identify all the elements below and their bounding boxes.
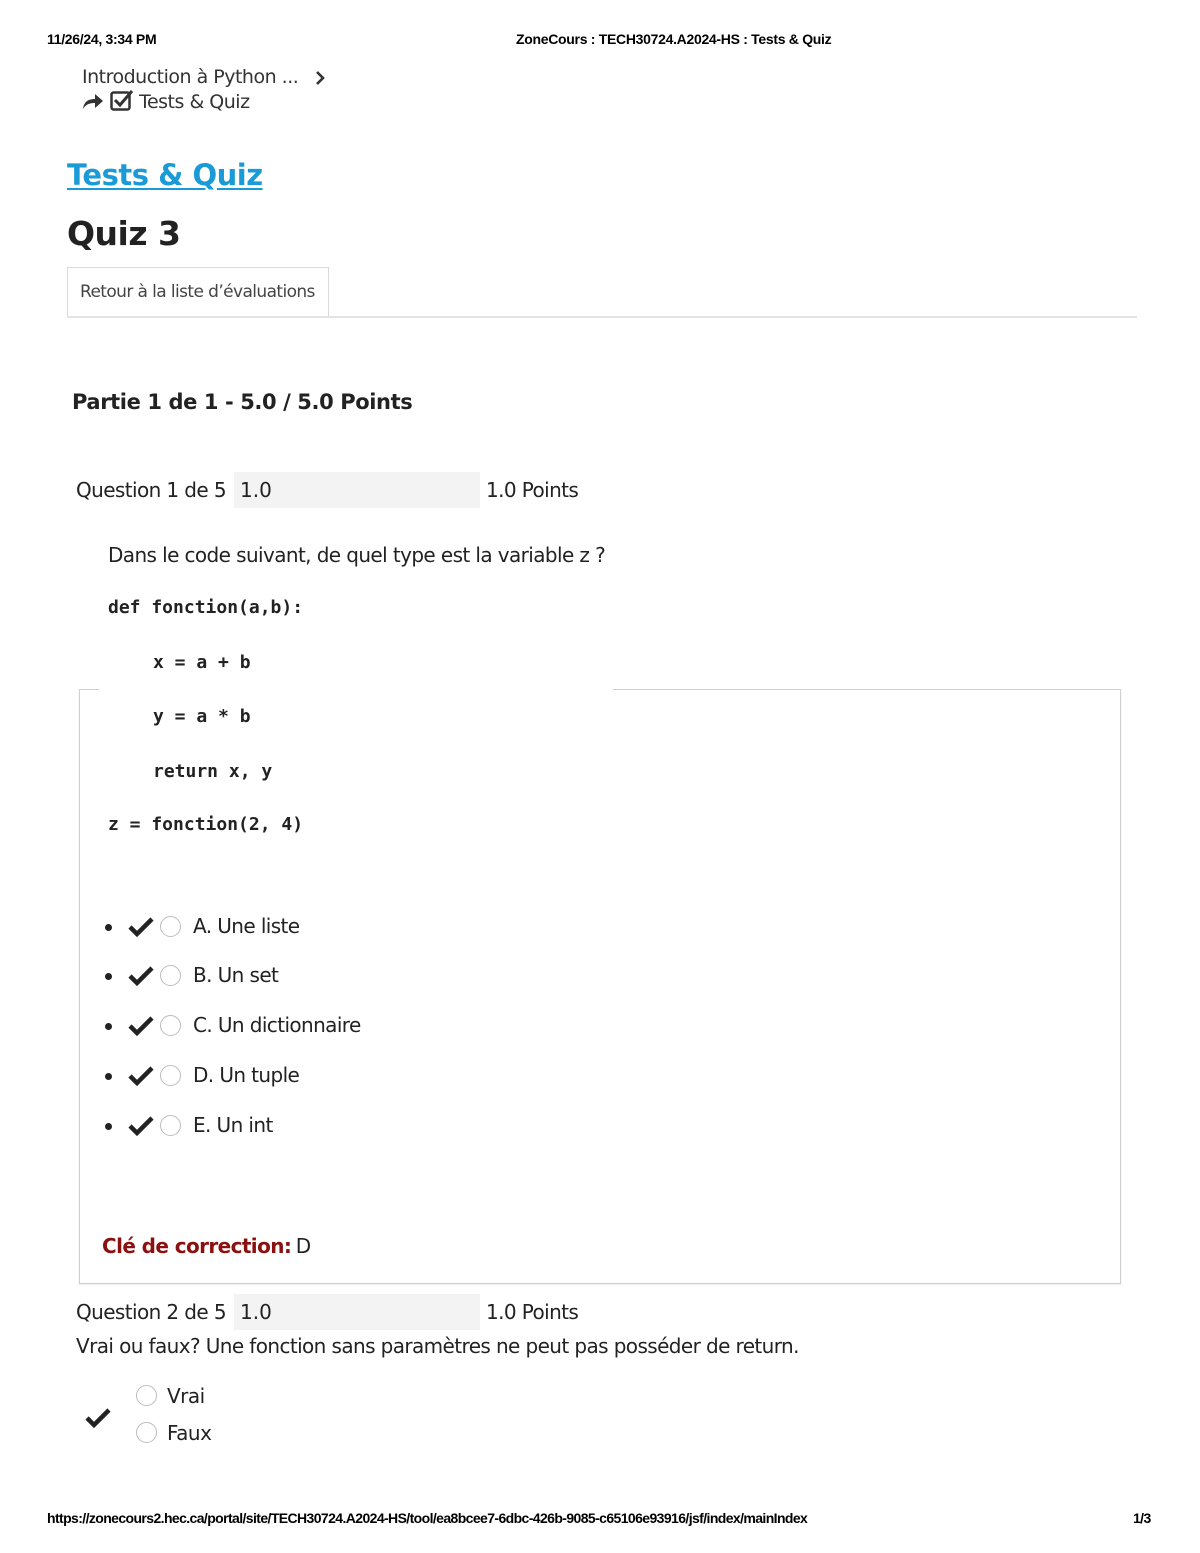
list-bullet bbox=[105, 973, 112, 980]
option-e-label: E. Un int bbox=[193, 1113, 273, 1137]
quiz-title: Quiz 3 bbox=[67, 214, 181, 253]
option-vrai-radio[interactable] bbox=[136, 1385, 157, 1406]
option-b-label: B. Un set bbox=[193, 963, 279, 987]
chevron-right-icon bbox=[314, 66, 326, 88]
question-1-text: Dans le code suivant, de quel type est la variable z ? bbox=[108, 543, 606, 567]
breadcrumb-tool-row[interactable] bbox=[82, 89, 250, 113]
checkbox-checked-icon bbox=[110, 91, 140, 113]
question-1-panel-gap bbox=[99, 686, 613, 692]
question-2-points: 1.0 Points bbox=[486, 1300, 579, 1324]
option-d-radio[interactable] bbox=[160, 1065, 181, 1086]
list-bullet bbox=[105, 1023, 112, 1030]
question-1-option-e bbox=[105, 1113, 505, 1143]
question-1-label: Question 1 de 5 bbox=[76, 478, 226, 502]
option-vrai-label: Vrai bbox=[167, 1384, 205, 1408]
nav-divider bbox=[67, 316, 1137, 318]
share-icon bbox=[82, 91, 110, 113]
question-1-score-input[interactable]: 1.0 bbox=[234, 472, 480, 508]
question-2-label: Question 2 de 5 bbox=[76, 1300, 226, 1324]
option-faux-label: Faux bbox=[167, 1421, 212, 1445]
option-e-radio[interactable] bbox=[160, 1115, 181, 1136]
print-page-title: ZoneCours : TECH30724.A2024-HS : Tests & Quiz bbox=[516, 31, 832, 47]
breadcrumb-tool: Tests & Quiz bbox=[139, 91, 250, 113]
checkmark-icon bbox=[127, 1065, 155, 1092]
question-1-option-c bbox=[105, 1013, 505, 1043]
question-1-points: 1.0 Points bbox=[486, 478, 579, 502]
option-d-label: D. Un tuple bbox=[193, 1063, 300, 1087]
checkmark-icon bbox=[127, 1115, 155, 1142]
checkmark-icon bbox=[84, 1407, 112, 1434]
checkmark-icon bbox=[127, 1015, 155, 1042]
print-page-number: 1/3 bbox=[1133, 1510, 1151, 1526]
code-line-2: x = a + b bbox=[153, 652, 251, 673]
option-a-label: A. Une liste bbox=[193, 914, 300, 938]
question-2-score-input[interactable]: 1.0 bbox=[234, 1294, 480, 1330]
back-to-assessments-button[interactable] bbox=[67, 267, 329, 317]
list-bullet bbox=[105, 1073, 112, 1080]
breadcrumb-site[interactable]: Introduction à Python ... bbox=[82, 66, 299, 88]
tool-title-link[interactable]: Tests & Quiz bbox=[67, 158, 263, 192]
print-datetime: 11/26/24, 3:34 PM bbox=[47, 31, 157, 47]
print-url: https://zonecours2.hec.ca/portal/site/TECH30724.A2024-HS/tool/ea8bcee7-6dbc-426b-9085-c65106e93916/jsf/index/mainIndex bbox=[47, 1510, 808, 1526]
option-b-radio[interactable] bbox=[160, 965, 181, 986]
code-line-4: return x, y bbox=[153, 761, 273, 782]
answer-key-value: D bbox=[295, 1234, 312, 1258]
code-line-5: z = fonction(2, 4) bbox=[108, 814, 304, 835]
option-faux-radio[interactable] bbox=[136, 1422, 157, 1443]
question-1-option-a bbox=[105, 914, 505, 944]
question-2-text: Vrai ou faux? Une fonction sans paramètres ne peut pas posséder de return. bbox=[76, 1334, 799, 1358]
option-c-label: C. Un dictionnaire bbox=[193, 1013, 361, 1037]
checkmark-icon bbox=[127, 916, 155, 943]
option-c-radio[interactable] bbox=[160, 1015, 181, 1036]
question-1-option-b bbox=[105, 963, 505, 993]
checkmark-icon bbox=[127, 965, 155, 992]
answer-key-label: Clé de correction: bbox=[102, 1234, 292, 1258]
breadcrumb bbox=[82, 66, 326, 88]
back-to-assessments-label: Retour à la liste d’évaluations bbox=[80, 282, 315, 302]
code-line-1: def fonction(a,b): bbox=[108, 597, 304, 618]
code-line-3: y = a * b bbox=[153, 706, 251, 727]
list-bullet bbox=[105, 1123, 112, 1130]
question-1-option-d bbox=[105, 1063, 505, 1093]
part-title: Partie 1 de 1 - 5.0 / 5.0 Points bbox=[72, 390, 413, 414]
option-a-radio[interactable] bbox=[160, 916, 181, 937]
list-bullet bbox=[105, 924, 112, 931]
answer-key bbox=[102, 1234, 311, 1258]
